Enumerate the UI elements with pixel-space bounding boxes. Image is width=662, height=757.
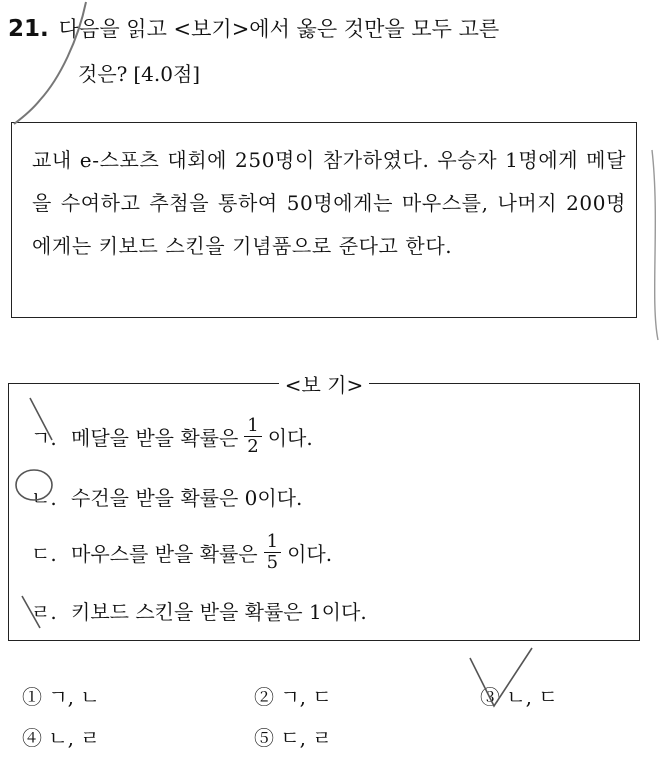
choice-text: ㄴ, ㄹ [48,726,100,750]
choice-text: ㄱ, ㄴ [48,685,100,709]
question-points: [4.0점] [133,62,201,86]
answer-choice-3[interactable] [480,681,558,710]
bogi-item-text: 키보드 스킨을 받을 확률은 1이다. [71,600,367,624]
choice-number: ③ [480,685,500,709]
choice-number: ② [254,685,274,709]
passage-text: 교내 e-스포츠 대회에 250명이 참가하였다. 우승자 1명에게 메달을 수여하고 추첨을 통하여 50명에게는 마우스를, 나머지 200명에게는 키보드 스킨을 기념품으로 준다고 한다. [32,148,626,258]
fraction [264,532,281,573]
fraction-numerator: 1 [244,416,261,437]
question-text-line2: 것은? [78,62,128,86]
bogi-item-text: 마우스를 받을 확률은 [71,542,258,566]
bogi-item-text-after: 이다. [287,542,333,566]
fraction-denominator: 5 [266,552,279,573]
choice-text: ㄱ, ㄷ [280,685,332,709]
bogi-item-text-after: 이다. [267,426,313,450]
choice-text: ㄷ, ㄹ [280,726,332,750]
choice-number: ④ [22,726,42,750]
bogi-title-wrap [9,369,639,398]
answer-choice-4[interactable] [22,722,100,751]
choice-text: ㄴ, ㄷ [506,685,558,709]
question-number: 21. [8,16,49,42]
answer-choice-2[interactable] [254,681,332,710]
bogi-title: <보 기> [279,373,370,397]
bogi-item-text: 수건을 받을 확률은 0이다. [71,486,303,510]
question-stem-line2 [78,58,200,87]
question-stem [8,12,656,46]
answer-choice-1[interactable] [22,681,100,710]
bogi-item-label: ㄷ. [31,542,57,566]
choice-number: ① [22,685,42,709]
bogi-item-rieul [31,596,367,625]
pencil-edge-right [652,150,658,340]
bogi-item-label: ㄱ. [31,426,57,450]
bogi-box [8,373,640,641]
bogi-item-label: ㄹ. [31,600,57,624]
bogi-item-digeut [31,532,332,573]
choice-number: ⑤ [254,726,274,750]
bogi-item-nieun [31,482,302,511]
passage-box [11,122,637,318]
answer-choice-5[interactable] [254,722,332,751]
bogi-item-giyeok [31,416,313,457]
fraction [244,416,261,457]
question-text-line1: 다음을 읽고 <보기>에서 옳은 것만을 모두 고른 [58,17,500,41]
bogi-item-label: ㄴ. [31,486,57,510]
fraction-numerator: 1 [264,532,281,553]
bogi-item-text: 메달을 받을 확률은 [71,426,239,450]
fraction-denominator: 2 [247,436,259,457]
